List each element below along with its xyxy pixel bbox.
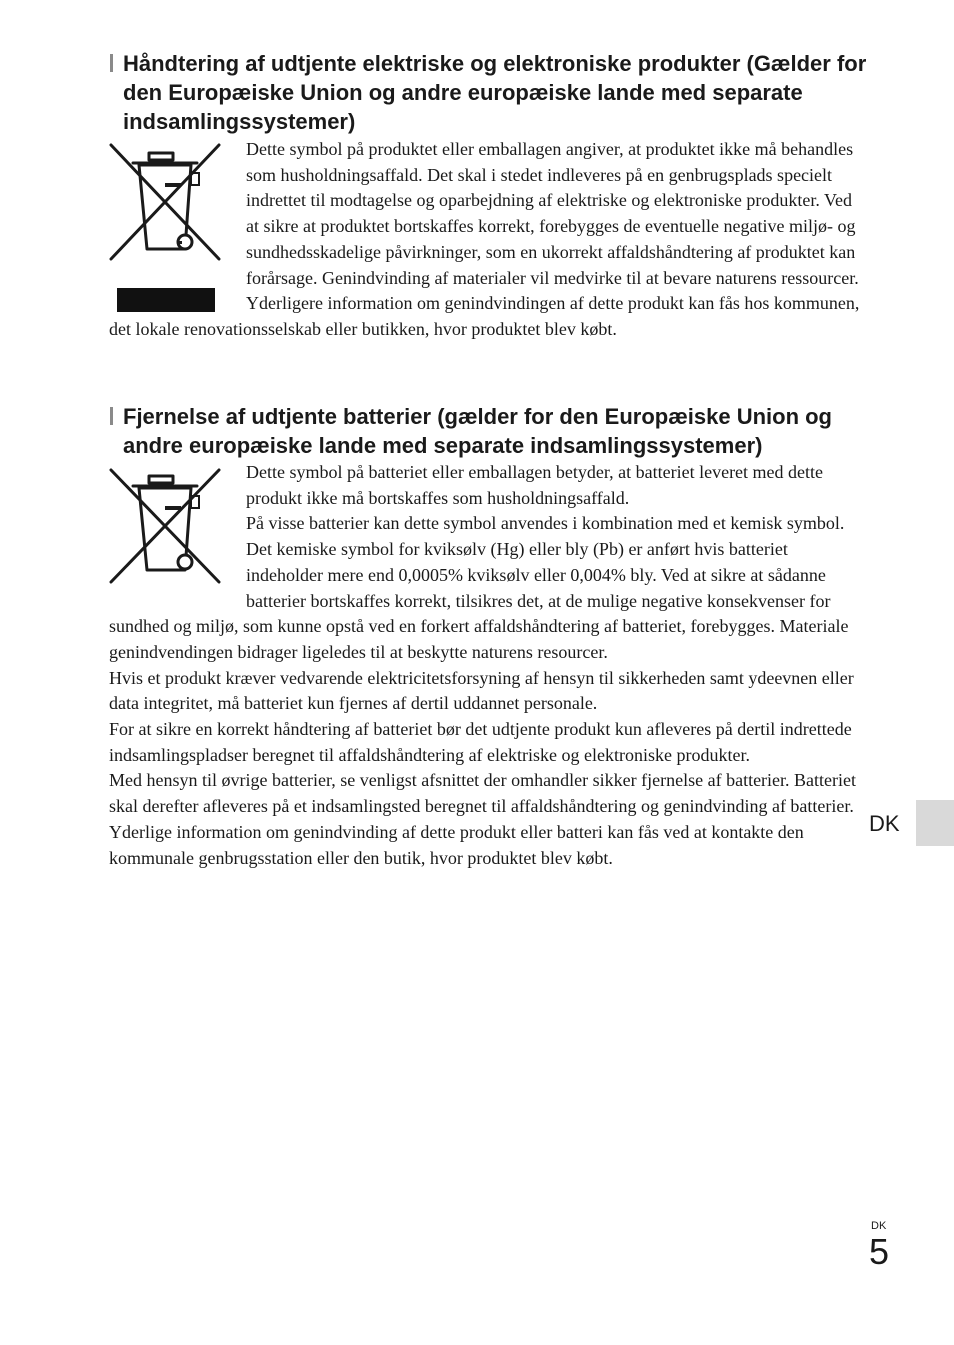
section-heading-weee (110, 49, 870, 136)
section-paragraph: Yderlige information om genindvinding af dette produkt eller batteri kan fås ved at kontakte den kommunale genbrugsstation eller den butik, hvor produktet blev købt. (109, 821, 804, 868)
heading-marker (110, 407, 113, 425)
section-paragraph: På visse batterier kan dette symbol anvendes i kombination med et kemisk symbol. Det kemiske symbol for kviksølv (Hg) eller bly (Pb) er anført hvis batteriet indeholder mere end 0,0005% kviksølv eller 0,004% bly. Ved at sikre at sådanne batterier bortskaffes korrekt, tilsikres det, at de mulige negative konsekvenser for sundhed og miljø, som kunne opstå ved en forkert affaldshåndtering af batteriet, forebygges. Materiale genindvendingen bidrager ligeledes til at beskytte naturens resourcer. (109, 513, 849, 662)
section-heading-text: Fjernelse af udtjente batterier (gælder for den Europæiske Union og andre europæiske lande med separate indsamlingssystemer) (123, 404, 832, 458)
page-lang-code: DK (871, 1220, 887, 1232)
heading-marker (110, 54, 113, 72)
section-paragraph: Med hensyn til øvrige batterier, se venligst afsnittet der omhandler sikker fjernelse af batterier. Batteriet skal derefter afleveres på et indsamlingsted beregnet til affaldshåndtering og genindvinding af batterier. (109, 770, 857, 817)
section-paragraph: For at sikre en korrekt håndtering af batteriet bør det udtjente produkt kun afleveres på dertil indrettede indsamlingspladser beregnet til affaldshåndtering af elektriske og elektroniske produkter. (109, 719, 852, 765)
section-paragraph: Hvis et produkt kræver vedvarende elektricitetsforsyning af hensyn til sikkerheden samt ydeevnen eller data integritet, må batteriet kun fjernes af dertil uddannet personale. (109, 667, 854, 714)
language-tab (916, 800, 954, 846)
section-paragraph: Dette symbol på batteriet eller emballagen betyder, at batteriet leveret med dette produkt ikke må bortskaffes som husholdningsaffald. (246, 462, 824, 508)
section-batteries (109, 460, 861, 871)
page-number: 5 (869, 1231, 890, 1272)
language-tab-label: DK (869, 811, 900, 836)
section-weee (109, 137, 861, 343)
section-heading-text: Håndtering af udtjente elektriske og elektroniske produkter (Gælder for den Europæiske Union og andre europæiske lande med separate indsamlingssystemer) (123, 51, 867, 134)
section-heading-batteries (110, 402, 870, 460)
section-paragraph: Dette symbol på produktet eller emballagen angiver, at produktet ikke må behandles som husholdningsaffald. Det skal i stedet indleveres på en genbrugsplads specielt indrettet til modtagelse og oparbejdning af elektriske og elektroniske produkter. Ved at sikre at produktet bortskaffes korrekt, forebygges de eventuelle negative miljø- og sundhedsskadelige påvirkninger, som en ukorrekt affaldshåndtering af produktet kan forårsage. Genindvinding af materialer vil medvirke til at bevare naturens ressourcer. Yderligere information om genindvindingen af dette produkt kan fås hos kommunen, det lokale renovationsselskab eller butikken, hvor produktet blev købt. (109, 139, 860, 339)
crossed-out-wheeled-bin-icon (109, 460, 246, 592)
crossed-out-wheeled-bin-icon (109, 137, 246, 316)
